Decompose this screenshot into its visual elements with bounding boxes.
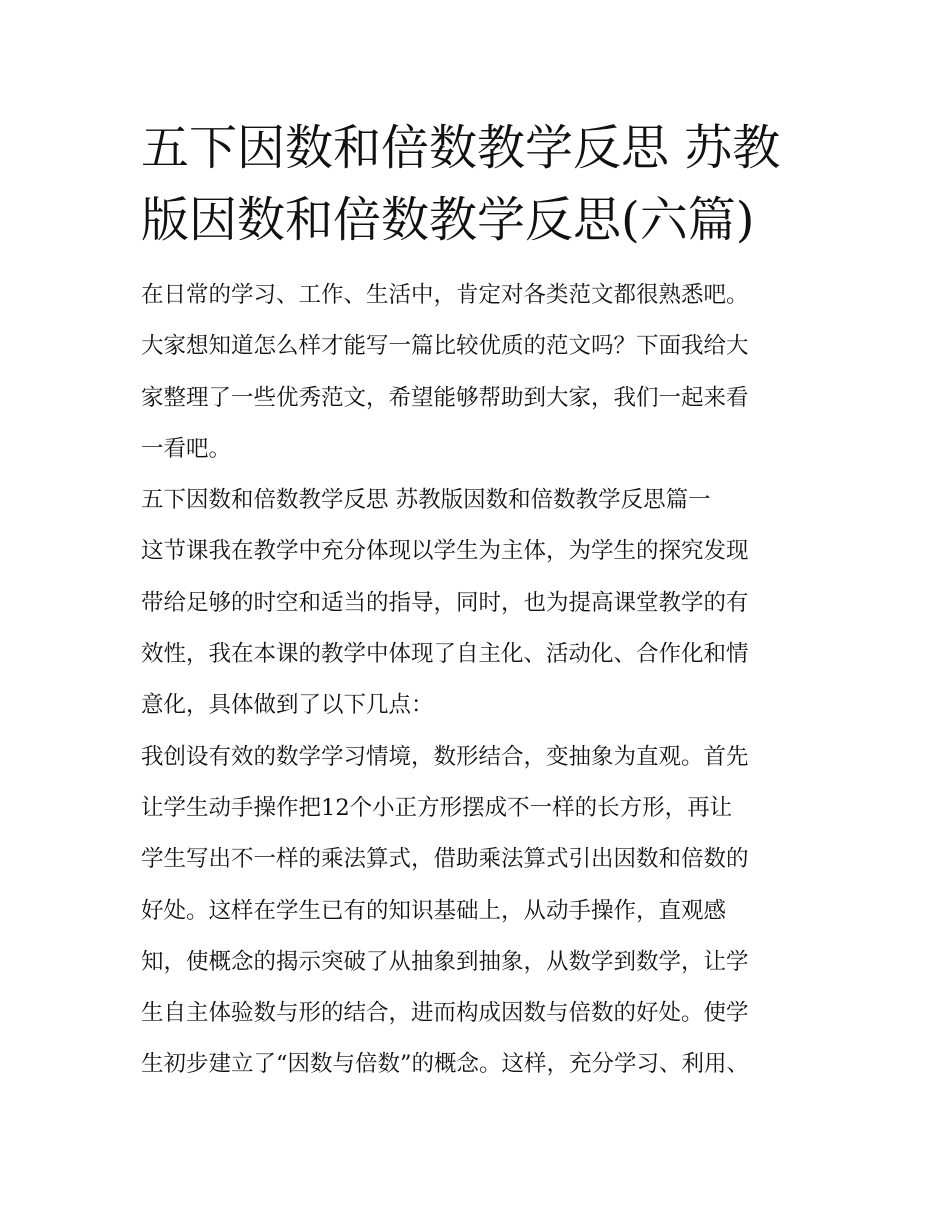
text-block	[141, 270, 813, 1091]
section-heading: 五下因数和倍数教学反思 苏教版因数和倍数教学反思篇一	[141, 487, 711, 514]
text-line: 在日常的学习、工作、生活中，肯定对各类范文都很熟悉吧。	[141, 282, 749, 308]
text-line: 效性，我在本课的教学中体现了自主化、活动化、合作化和情	[141, 641, 749, 668]
text-line: 生初步建立了“因数与倍数”的概念。这样，充分学习、利用、	[141, 1051, 750, 1078]
text-line: 知，使概念的揭示突破了从抽象到抽象，从数学到数学，让学	[141, 948, 749, 975]
document-title	[141, 112, 813, 256]
text-line: 我创设有效的数学学习情境，数形结合，变抽象为直观。首先	[141, 743, 749, 770]
text-line: 家整理了一些优秀范文，希望能够帮助到大家，我们一起来看	[141, 384, 749, 411]
text-line: 好处。这样在学生已有的知识基础上，从动手操作，直观感	[141, 897, 727, 924]
text-line: 学生写出不一样的乘法算式，借助乘法算式引出因数和倍数的	[141, 846, 749, 873]
title-line: 版因数和倍数教学反思(六篇)	[141, 192, 755, 248]
text-line: 这节课我在教学中充分体现以学生为主体，为学生的探究发现	[141, 538, 749, 565]
text-line: 大家想知道怎么样才能写一篇比较优质的范文吗？下面我给大	[141, 333, 749, 360]
text-line: 生自主体验数与形的结合，进而构成因数与倍数的好处。使学	[141, 1000, 749, 1027]
text-line: 带给足够的时空和适当的指导，同时，也为提高课堂教学的有	[141, 589, 749, 616]
document-body	[141, 112, 813, 1091]
text-line: 让学生动手操作把12个小正方形摆成不一样的长方形，再让	[141, 794, 733, 821]
text-line: 一看吧。	[141, 435, 232, 462]
title-line: 五下因数和倍数教学反思 苏教	[141, 120, 781, 176]
text-line: 意化，具体做到了以下几点：	[141, 692, 434, 719]
